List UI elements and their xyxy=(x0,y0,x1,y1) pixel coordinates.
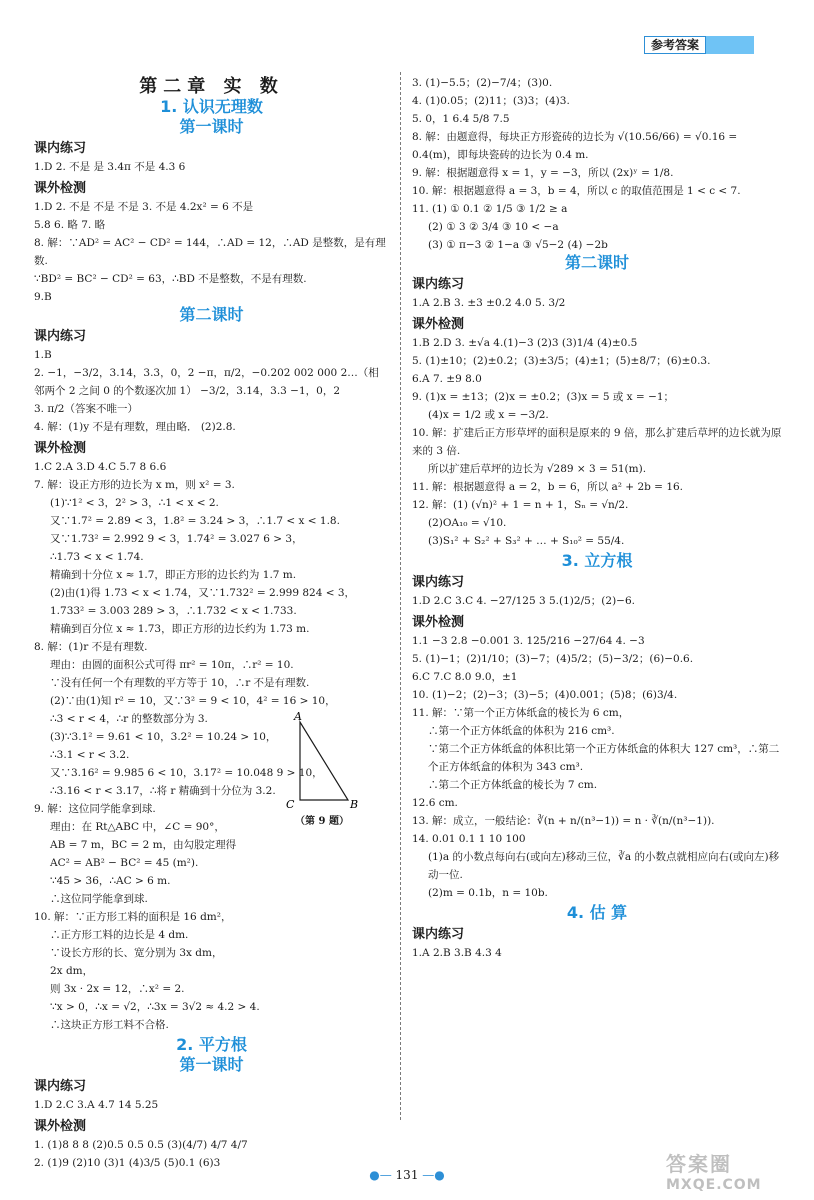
answer-line: 10. (1)−2；(2)−3；(3)−5；(4)0.001；(5)8；(6)3/4. xyxy=(412,689,678,701)
answer-line: 2. −1，−3/2，3.14，3.3，0，2 −π，π/2，−0.202 002 000 2…（相邻两个 2 之间 0 的个数逐次加 1） −3/2，3.14，3.3 −1，0，2 xyxy=(34,367,379,397)
watermark-title: 答案圈 xyxy=(666,1152,732,1176)
answer-line: 8. 解：由题意得，每块正方形瓷砖的边长为 √(10.56/66) = √0.16 = 0.4(m)，即每块瓷砖的边长为 0.4 m. xyxy=(412,131,741,161)
lesson-title: 第二课时 xyxy=(564,253,629,272)
triangle-shape xyxy=(300,722,348,800)
answer-line: 5. (1)−1；(2)1/10；(3)−7；(4)5/2；(5)−3/2；(6)−0.6. xyxy=(412,653,694,665)
answer-line: 11. (1) ① 0.1 ② 1/5 ③ 1/2 ≥ a xyxy=(412,203,568,215)
answer-line: 6.C 7.C 8.0 9.0，±1 xyxy=(412,671,518,683)
figure-caption: （第 9 题） xyxy=(295,816,349,827)
answer-line-indented: (2)m = 0.1b，n = 10b. xyxy=(428,887,548,899)
exercise-heading: 课外检测 xyxy=(34,441,87,456)
answer-line: 11. 解：根据题意得 a = 2，b = 6，所以 a² + 2b = 16. xyxy=(412,481,684,493)
column-divider xyxy=(400,72,401,1120)
exercise-heading: 课内练习 xyxy=(412,277,465,292)
answer-line: 10. 解：扩建后正方形草坪的面积是原来的 9 倍，那么扩建后草坪的边长就为原来的 3 倍. xyxy=(412,427,782,457)
lesson-title: 第一课时 xyxy=(179,117,244,136)
answer-line: 9. (1)x = ±13；(2)x = ±0.2；(3)x = 5 或 x = −1； xyxy=(412,391,675,403)
answer-line: 13. 解：成立，一般结论：∛(n + n/(n³−1)) = n · ∛(n/(n³−1)). xyxy=(412,815,715,827)
answer-line: 1.C 2.A 3.D 4.C 5.7 8 6.6 xyxy=(34,461,167,473)
answer-line-indented: 所以扩建后草坪的边长为 √289 × 3 = 51(m). xyxy=(428,463,647,475)
exercise-heading: 课内练习 xyxy=(412,927,465,942)
site-watermark xyxy=(666,1148,806,1196)
page-number-ornament-right: —● xyxy=(422,1168,445,1182)
answer-line-indented: 精确到百分位 x ≈ 1.73，即正方形的边长约为 1.73 m. xyxy=(50,623,310,635)
answer-line: 9.B xyxy=(34,291,52,303)
answer-line-indented: ∴正方形工料的边长是 4 dm. xyxy=(50,929,189,941)
answer-line-indented: ∵没有任何一个有理数的平方等于 10，∴r 不是有理数. xyxy=(50,677,310,689)
section-title: 3. 立方根 xyxy=(561,551,633,570)
answer-line-indented: ∴3.16 < r < 3.17，∴将 r 精确到十分位为 3.2. xyxy=(50,785,276,797)
answer-line-indented: AB = 7 m，BC = 2 m，由勾股定理得 xyxy=(50,839,237,851)
answer-line-indented: (3)S₁² + S₂² + S₃² + … + S₁₀² = 55/4. xyxy=(428,535,625,547)
answer-line: 1.1 −3 2.8 −0.001 3. 125/216 −27/64 4. −3 xyxy=(412,635,645,647)
answer-line: 12.6 cm. xyxy=(412,797,458,809)
answer-line-indented: (1)a 的小数点每向右(或向左)移动三位，∛a 的小数点就相应向右(或向左)移动一位. xyxy=(428,851,780,881)
answer-line: 1.A 2.B 3. ±3 ±0.2 4.0 5. 3/2 xyxy=(412,297,566,309)
answer-line-indented: (4)x = 1/2 或 x = −3/2. xyxy=(428,409,549,421)
answer-line: 6.A 7. ±9 8.0 xyxy=(412,373,482,385)
answer-line-indented: 2x dm， xyxy=(50,965,94,977)
answer-line: 7. 解：设正方形的边长为 x m，则 x² = 3. xyxy=(34,479,235,491)
answer-line-indented: (3)∵3.1² = 9.61 < 10，3.2² = 10.24 > 10， xyxy=(50,731,277,743)
answer-line: 1.B 2.D 3. ±√a 4.(1)−3 (2)3 (3)1/4 (4)±0.5 xyxy=(412,337,638,349)
vertex-c-label: C xyxy=(286,798,295,811)
answer-line-indented: (3) ① π−3 ② 1−a ③ √5−2 (4) −2b xyxy=(428,239,608,251)
answer-line: 1.B xyxy=(34,349,52,361)
tab-color-block xyxy=(706,36,754,54)
answer-line-indented: (2)由(1)得 1.73 < x < 1.74，又∵1.732² = 2.999 824 < 3， xyxy=(50,587,356,599)
answer-line-indented: (2)OA₁₀ = √10. xyxy=(428,517,507,529)
page-number-text: 131 xyxy=(395,1168,419,1182)
answer-line: 8. 解：(1)r 不是有理数. xyxy=(34,641,148,653)
answer-line-indented: 则 3x · 2x = 12，∴x² = 2. xyxy=(50,983,185,995)
answer-line: 1.D 2.C 3.C 4. −27/125 3 5.(1)2/5；(2)−6. xyxy=(412,595,635,607)
exercise-heading: 课内练习 xyxy=(34,1079,87,1094)
answer-line: 1.D 2. 不是 是 3.4π 不是 4.3 6 xyxy=(34,161,186,173)
answer-line: 3. (1)−5.5；(2)−7/4；(3)0. xyxy=(412,77,553,89)
answer-line-indented: ∵45 > 36，∴AC > 6 m. xyxy=(50,875,171,887)
exercise-heading: 课外检测 xyxy=(412,317,465,332)
answer-line-indented: 精确到十分位 x ≈ 1.7，即正方形的边长约为 1.7 m. xyxy=(50,569,297,581)
page-number-ornament-left: ●— xyxy=(369,1168,392,1182)
answer-line: 9. 解：根据题意得 x = 1，y = −3，所以 (2x)ʸ = 1/8. xyxy=(412,167,674,179)
answer-line-indented: 理由：在 Rt△ABC 中，∠C = 90°， xyxy=(50,821,225,833)
answer-line-indented: ∴第一个正方体纸盒的体积为 216 cm³. xyxy=(428,725,615,737)
lesson-title: 第二课时 xyxy=(179,305,244,324)
answer-line-indented: (1)∵1² < 3，2² > 3，∴1 < x < 2. xyxy=(50,497,219,509)
answer-line: 8. 解：∵AD² = AC² − CD² = 144，∴AD = 12，∴AD 是整数，是有理数. xyxy=(34,237,386,267)
answer-line-indented: 理由：由圆的面积公式可得 πr² = 10π，∴r² = 10. xyxy=(50,659,294,671)
tab-label: 参考答案 xyxy=(644,36,706,54)
answer-line: 14. 0.01 0.1 1 10 100 xyxy=(412,833,526,845)
answer-line: 10. 解：∵正方形工料的面积是 16 dm²， xyxy=(34,911,232,923)
vertex-b-label: B xyxy=(350,798,359,811)
answer-line-indented: ∵第二个正方体纸盒的体积比第一个正方体纸盒的体积大 127 cm³，∴第二个正方体纸盒的体积为 343 cm³. xyxy=(428,743,780,773)
answer-line-indented: ∴3.1 < r < 3.2. xyxy=(50,749,130,761)
answer-line: ∵BD² = BC² − CD² = 63，∴BD 不是整数，不是有理数. xyxy=(34,273,307,285)
answer-line: 5.8 6. 略 7. 略 xyxy=(34,219,106,231)
watermark-url: MXQE.COM xyxy=(666,1177,762,1193)
left-column xyxy=(34,74,389,1169)
answer-line-indented: (2)∵由(1)知 r² = 10，又∵3² = 9 < 10，4² = 16 > 10， xyxy=(50,695,336,707)
answer-line: 1.D 2. 不是 不是 不是 3. 不是 4.2x² = 6 不是 xyxy=(34,201,254,213)
exercise-heading: 课外检测 xyxy=(34,181,87,196)
exercise-heading: 课内练习 xyxy=(34,141,87,156)
answer-line-indented: ∵设长方形的长、宽分别为 3x dm， xyxy=(50,947,223,959)
exercise-heading: 课外检测 xyxy=(34,1119,87,1134)
exercise-heading: 课内练习 xyxy=(34,329,87,344)
triangle-figure xyxy=(286,710,366,827)
answer-line-indented: ∴第二个正方体纸盒的棱长为 7 cm. xyxy=(428,779,598,791)
answer-line-indented: ∴这块正方形工料不合格. xyxy=(50,1019,169,1031)
answer-line: 5. (1)±10；(2)±0.2；(3)±3/5；(4)±1；(5)±8/7；(6)±0.3. xyxy=(412,355,711,367)
section-title: 4. 估 算 xyxy=(566,903,628,922)
answer-line: 9. 解：这位同学能拿到球. xyxy=(34,803,156,815)
answer-line-indented: ∵x > 0，∴x = √2，∴3x = 3√2 ≈ 4.2 > 4. xyxy=(50,1001,260,1013)
right-column xyxy=(412,74,782,1140)
answer-line: 10. 解：根据题意得 a = 3，b = 4，所以 c 的取值范围是 1 < c < 7. xyxy=(412,185,741,197)
answer-line: 12. 解：(1) (√n)² + 1 = n + 1，Sₙ = √n/2. xyxy=(412,499,629,511)
triangle-diagram xyxy=(286,712,366,812)
answer-line-indented: 又∵1.73² = 2.992 9 < 3，1.74² = 3.027 6 > 3， xyxy=(50,533,303,545)
answer-line: 1.D 2.C 3.A 4.7 14 5.25 xyxy=(34,1099,159,1111)
answer-line-indented: 又∵3.16² = 9.985 6 < 10，3.17² = 10.048 9 > 10， xyxy=(50,767,323,779)
answer-line: 3. π/2（答案不唯一） xyxy=(34,403,138,415)
answer-line: 5. 0，1 6.4 5/8 7.5 xyxy=(412,113,510,125)
vertex-a-label: A xyxy=(294,710,302,723)
answer-line: 1.A 2.B 3.B 4.3 4 xyxy=(412,947,502,959)
exercise-heading: 课内练习 xyxy=(412,575,465,590)
answer-line: 4. 解：(1)y 不是有理数，理由略． (2)2.8. xyxy=(34,421,236,433)
answer-line: 1. (1)8 8 8 (2)0.5 0.5 0.5 (3)(4/7) 4/7 4/7 xyxy=(34,1139,248,1151)
answer-line-indented: (2) ① 3 ② 3/4 ③ 10 < −a xyxy=(428,221,559,233)
chapter-title: 第二章 实 数 xyxy=(139,76,284,97)
answer-line: 4. (1)0.05；(2)11；(3)3；(4)3. xyxy=(412,95,570,107)
answer-line-indented: 又∵1.7² = 2.89 < 3，1.8² = 3.24 > 3，∴1.7 < x < 1.8. xyxy=(50,515,340,527)
exercise-heading: 课外检测 xyxy=(412,615,465,630)
answer-line-indented: ∴1.73 < x < 1.74. xyxy=(50,551,144,563)
answer-line-indented: ∴这位同学能拿到球. xyxy=(50,893,148,905)
answer-line: 2. (1)9 (2)10 (3)1 (4)3/5 (5)0.1 (6)3 xyxy=(34,1157,221,1169)
section-title: 2. 平方根 xyxy=(176,1035,247,1054)
answer-line-indented: AC² = AB² − BC² = 45 (m²). xyxy=(50,857,199,869)
answer-line-indented: 1.733² = 3.003 289 > 3，∴1.732 < x < 1.733. xyxy=(50,605,297,617)
lesson-title: 第一课时 xyxy=(179,1055,244,1074)
answer-line-indented: ∴3 < r < 4，∴r 的整数部分为 3. xyxy=(50,713,208,725)
answer-line: 11. 解：∵第一个正方体纸盒的棱长为 6 cm， xyxy=(412,707,630,719)
section-title: 1. 认识无理数 xyxy=(160,97,263,116)
section-tab xyxy=(644,36,754,54)
